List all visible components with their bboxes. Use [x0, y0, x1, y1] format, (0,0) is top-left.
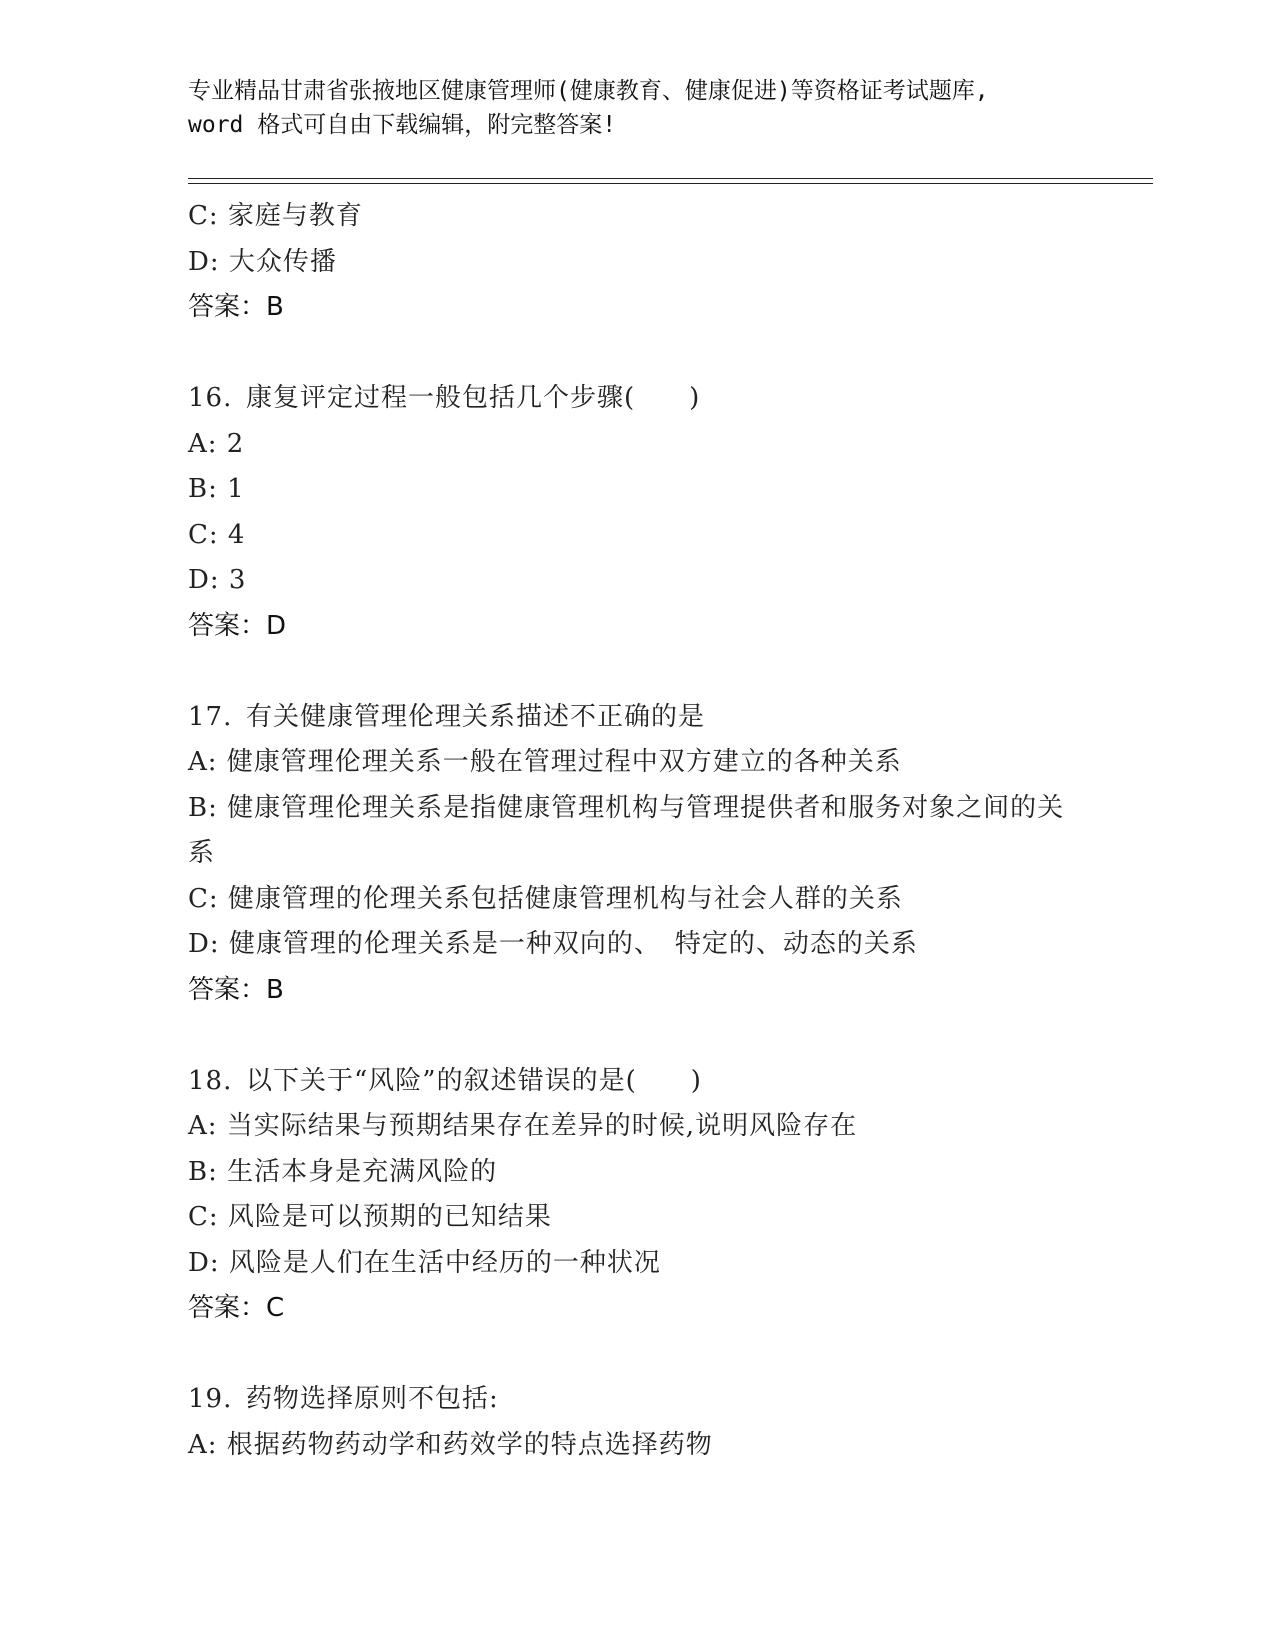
question-text: 以下关于“风险”的叙述错误的是( ) — [246, 1065, 702, 1096]
spacer — [188, 649, 1088, 695]
header-line-2: word 格式可自由下载编辑，附完整答案! — [188, 112, 617, 138]
option-b: B: 健康管理伦理关系是指健康管理机构与管理提供者和服务对象之间的关系 — [188, 792, 1065, 868]
question-18 — [188, 1059, 1088, 1105]
answer-line: 答案：D — [188, 610, 287, 641]
answer-line: 答案：B — [188, 292, 284, 322]
header-rule-top — [188, 178, 1153, 179]
question-19 — [188, 1377, 1088, 1423]
question-text: 药物选择原则不包括: — [246, 1384, 499, 1414]
option-a: A: 当实际结果与预期结果存在差异的时候,说明风险存在 — [188, 1111, 858, 1141]
option-b: B: 1 — [188, 474, 245, 504]
document-header — [188, 74, 1108, 142]
spacer — [188, 1013, 1088, 1059]
option-c: C: 风险是可以预期的已知结果 — [188, 1202, 552, 1232]
option-a: A: 2 — [188, 428, 245, 459]
question-16 — [188, 376, 1088, 422]
option-d: D: 3 — [188, 565, 247, 595]
option-a: A: 根据药物药动学和药效学的特点选择药物 — [188, 1429, 713, 1460]
option-b: B: 生活本身是充满风险的 — [188, 1156, 498, 1187]
spacer — [188, 331, 1088, 377]
option-d: D: 大众传播 — [188, 246, 337, 277]
question-number: 18. — [188, 1065, 233, 1096]
question-number: 16. — [188, 383, 233, 413]
spacer — [188, 1332, 1088, 1378]
option-c: C: 家庭与教育 — [188, 201, 363, 231]
option-a: A: 健康管理伦理关系一般在管理过程中双方建立的各种关系 — [188, 747, 902, 777]
option-d: D: 风险是人们在生活中经历的一种状况 — [188, 1247, 661, 1278]
question-17 — [188, 695, 1088, 741]
question-number: 19. — [188, 1384, 233, 1414]
option-c: C: 健康管理的伦理关系包括健康管理机构与社会人群的关系 — [188, 883, 903, 914]
option-d: D: 健康管理的伦理关系是一种双向的、 特定的、动态的关系 — [188, 929, 918, 959]
header-line-1: 专业精品甘肃省张掖地区健康管理师(健康教育、健康促进)等资格证考试题库, — [188, 78, 989, 104]
question-text: 有关健康管理伦理关系描述不正确的是 — [246, 701, 706, 732]
question-content — [188, 194, 1088, 1468]
answer-line: 答案：B — [188, 974, 284, 1005]
answer-line: 答案：C — [188, 1293, 285, 1323]
question-number: 17. — [188, 701, 233, 732]
option-c: C: 4 — [188, 519, 246, 550]
question-text: 康复评定过程一般包括几个步骤( ) — [246, 383, 701, 413]
header-rule-bottom — [188, 183, 1153, 184]
